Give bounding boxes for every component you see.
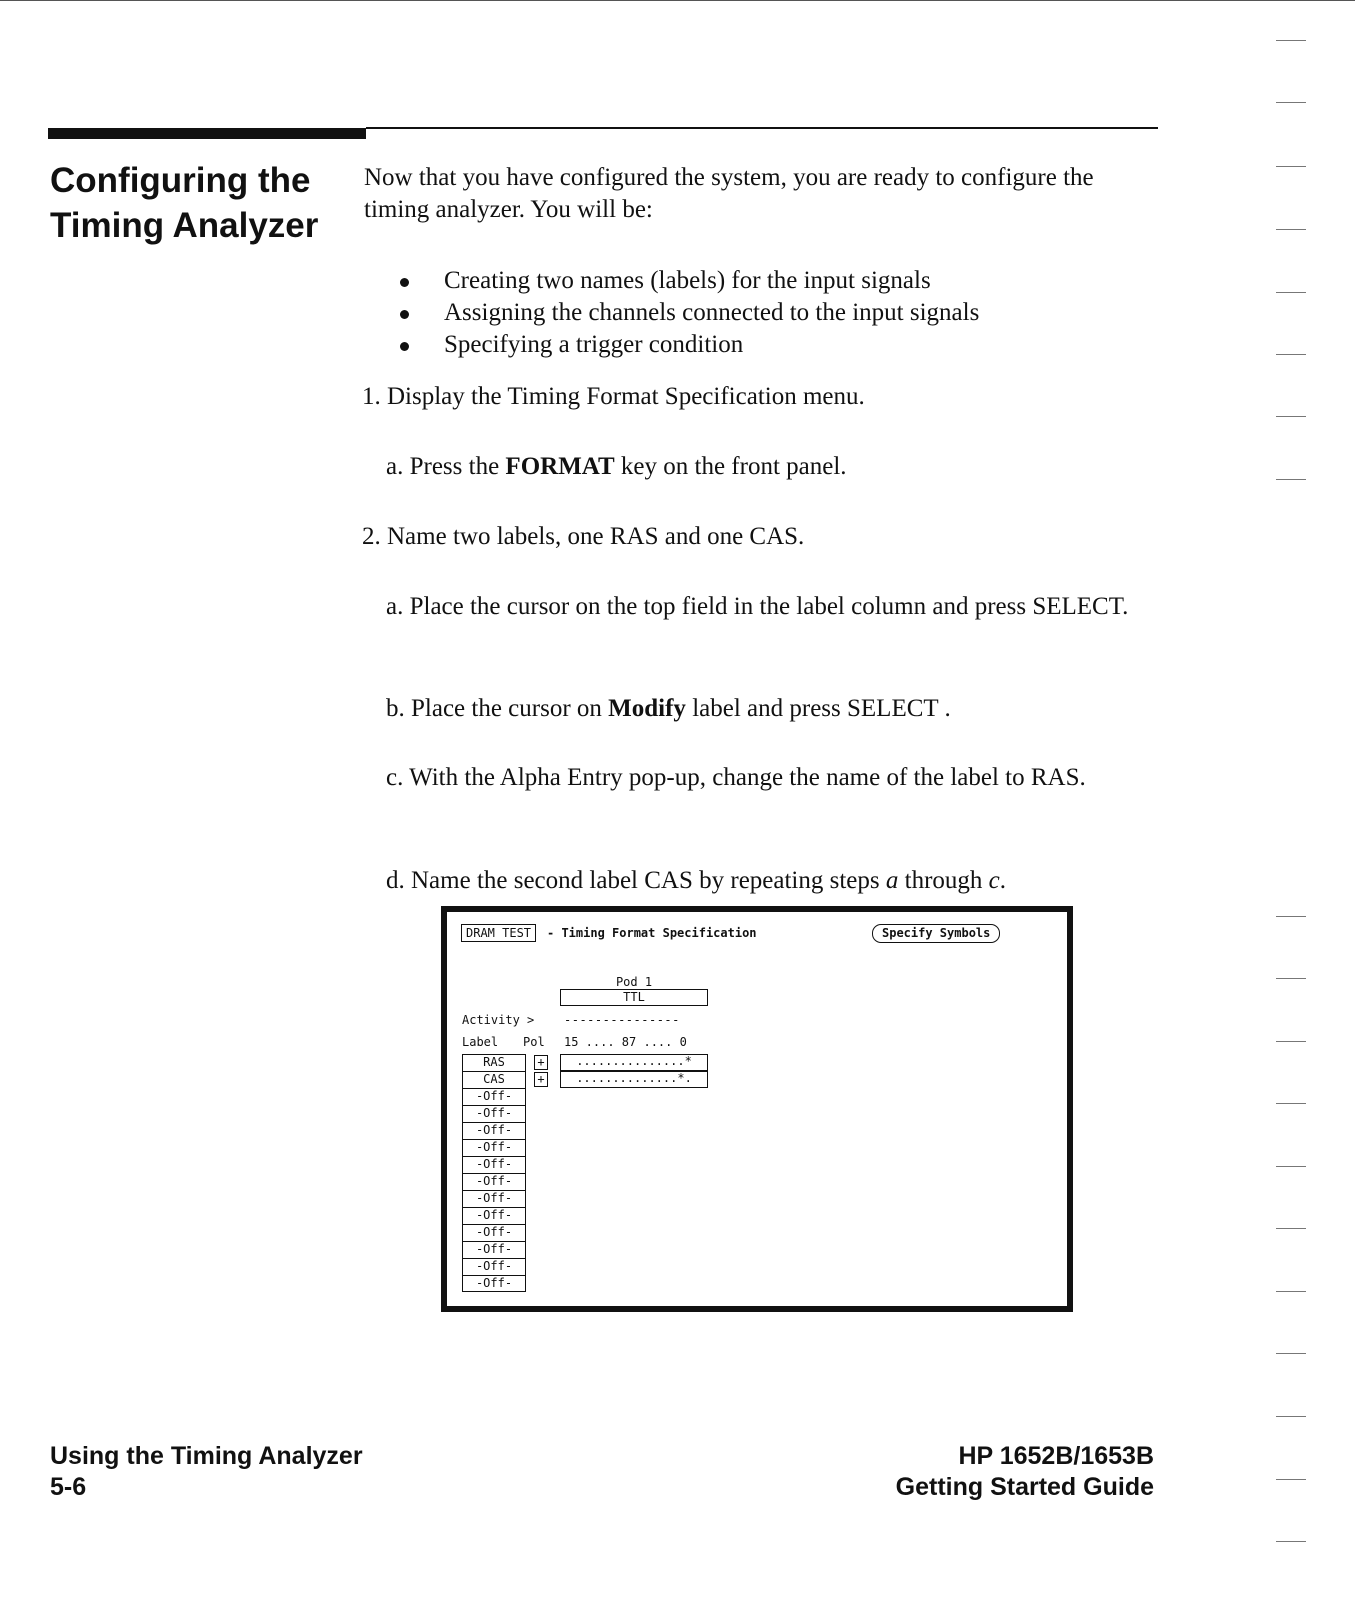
channel-assignment-cas[interactable]: ..............*. bbox=[560, 1071, 708, 1088]
product-name: HP 1652B/1653B bbox=[958, 1442, 1154, 1470]
section-rule-thick bbox=[48, 128, 366, 139]
bullet-item: Creating two names (labels) for the input signals bbox=[398, 265, 1158, 297]
screen-figure bbox=[441, 906, 1073, 1312]
label-field-off[interactable]: -Off- bbox=[462, 1173, 526, 1190]
top-edge-rule bbox=[0, 0, 1355, 1]
label-field-ras[interactable]: RAS bbox=[462, 1054, 526, 1071]
chapter-title: Using the Timing Analyzer bbox=[50, 1442, 363, 1470]
polarity-toggle-cas[interactable]: + bbox=[534, 1072, 548, 1087]
label-field-off[interactable]: -Off- bbox=[462, 1224, 526, 1241]
label-field-off[interactable]: -Off- bbox=[462, 1241, 526, 1258]
activity-indicators: --------------- bbox=[564, 1013, 680, 1027]
bullet-item: Specifying a trigger condition bbox=[398, 329, 1158, 361]
polarity-toggle-ras[interactable]: + bbox=[534, 1055, 548, 1070]
specify-symbols-button[interactable]: Specify Symbols bbox=[872, 924, 1000, 943]
channel-assignment-ras[interactable]: ...............* bbox=[560, 1054, 708, 1071]
screen-display bbox=[447, 912, 1067, 1306]
section-heading: Configuring the Timing Analyzer bbox=[50, 161, 319, 245]
threshold-field[interactable]: TTL bbox=[560, 989, 708, 1006]
pol-column-header: Pol bbox=[523, 1035, 545, 1049]
guide-title: Getting Started Guide bbox=[895, 1473, 1154, 1501]
step-1: 1. Display the Timing Format Specification menu. bbox=[362, 383, 865, 410]
step-2: 2. Name two labels, one RAS and one CAS. bbox=[362, 523, 805, 550]
label-field-off[interactable]: -Off- bbox=[462, 1156, 526, 1173]
label-field-off[interactable]: -Off- bbox=[462, 1190, 526, 1207]
intro-paragraph: Now that you have configured the system, you are ready to configure the timing analyzer. You will be: bbox=[364, 164, 1094, 223]
bullet-item: Assigning the channels connected to the input signals bbox=[398, 297, 1158, 329]
footer-right bbox=[860, 1441, 1154, 1503]
label-field-off[interactable]: -Off- bbox=[462, 1122, 526, 1139]
label-field-off[interactable]: -Off- bbox=[462, 1088, 526, 1105]
page-number: 5-6 bbox=[50, 1473, 87, 1501]
label-field-cas[interactable]: CAS bbox=[462, 1071, 526, 1088]
label-field-off[interactable]: -Off- bbox=[462, 1258, 526, 1275]
bullet-list bbox=[398, 265, 1158, 361]
step-1a: a. Press the FORMAT key on the front panel. bbox=[386, 453, 847, 480]
footer-left bbox=[50, 1441, 363, 1503]
label-field-off[interactable]: -Off- bbox=[462, 1207, 526, 1224]
step-2d: d. Name the second label CAS by repeating steps a through c. bbox=[386, 867, 1007, 894]
label-field-off[interactable]: -Off- bbox=[462, 1105, 526, 1122]
step-2a: a. Place the cursor on the top field in the label column and press SELECT. bbox=[386, 593, 1129, 620]
label-field-off[interactable]: -Off- bbox=[462, 1275, 526, 1292]
step-2b: b. Place the cursor on Modify label and press SELECT . bbox=[386, 695, 951, 722]
label-field-off[interactable]: -Off- bbox=[462, 1139, 526, 1156]
bit-numbers-header: 15 .... 87 .... 0 bbox=[564, 1035, 687, 1049]
config-name-field[interactable]: DRAM TEST bbox=[461, 924, 536, 942]
section-rule-thin bbox=[366, 127, 1158, 129]
screen-title: - Timing Format Specification bbox=[547, 926, 757, 940]
label-column-header: Label bbox=[462, 1035, 499, 1049]
step-2c: c. With the Alpha Entry pop-up, change the name of the label to RAS. bbox=[386, 764, 1086, 791]
label-column bbox=[462, 1054, 526, 1292]
pod-label: Pod 1 bbox=[615, 975, 653, 989]
activity-label: Activity > bbox=[462, 1013, 535, 1027]
